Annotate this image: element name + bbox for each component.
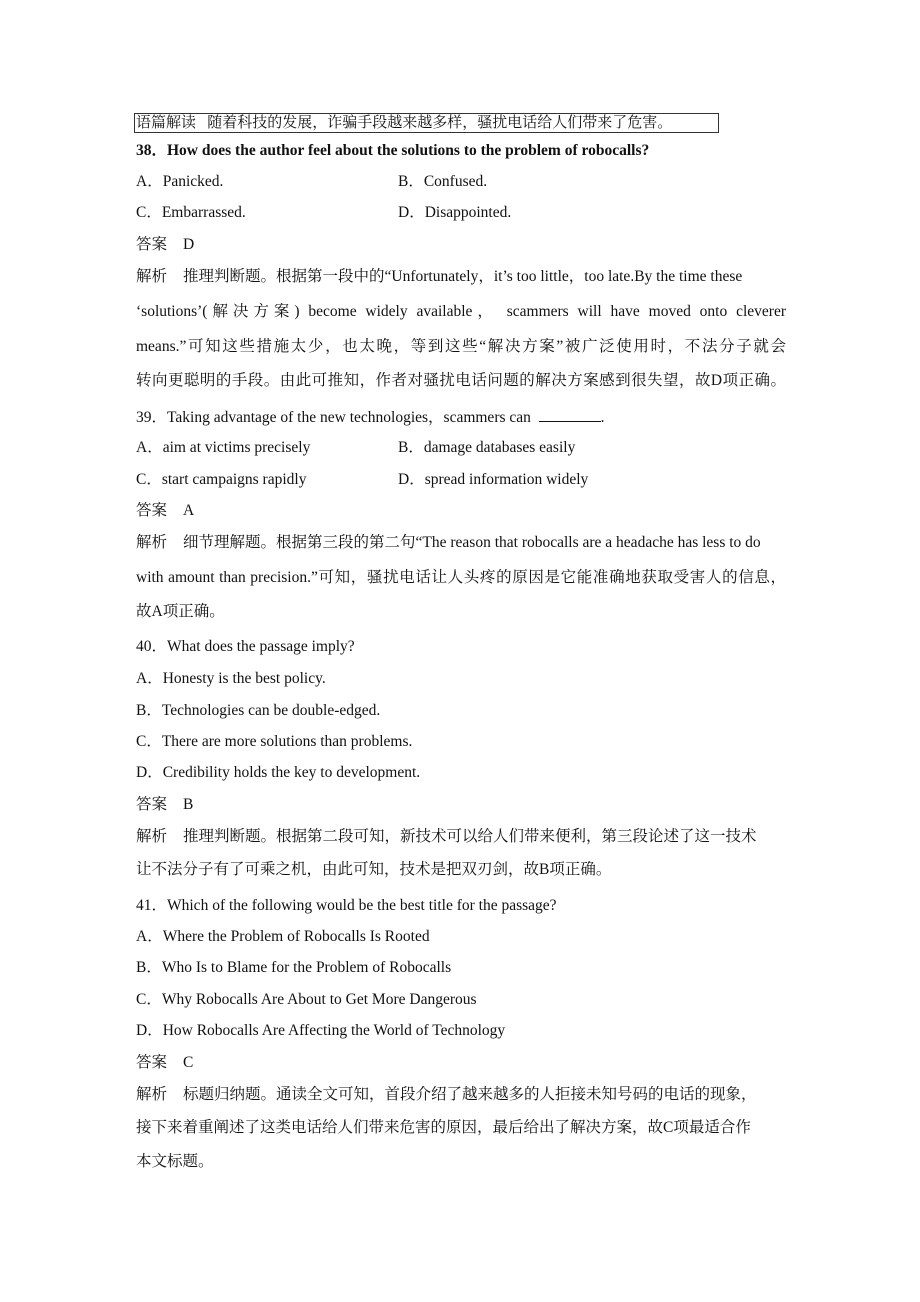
question-38-stem: 38．How does the author feel about the solutions to the problem of robocalls? bbox=[136, 142, 650, 159]
answer-blank bbox=[539, 407, 601, 422]
stem-end: . bbox=[600, 409, 605, 426]
answer-label: 答案 bbox=[136, 1054, 168, 1071]
analysis-text: 推理判断题。根据第一段中的“Unfortunately，it’s too little，too late.By the time these bbox=[183, 268, 743, 285]
question-40-stem: 40．What does the passage imply? bbox=[136, 638, 355, 655]
q41-answer bbox=[136, 1053, 193, 1073]
q41-option-d: D．How Robocalls Are Affecting the World of Technology bbox=[136, 1022, 506, 1039]
passage-summary-box bbox=[134, 113, 719, 133]
q38-answer bbox=[136, 235, 194, 255]
q38-option-b: B．Confused. bbox=[398, 173, 488, 190]
answer-label: 答案 bbox=[136, 236, 168, 253]
q38-analysis-line-2: ‘solutions’(解决方案) become widely available， scammers will have moved onto cleverer bbox=[136, 303, 786, 320]
answer-value: D bbox=[183, 236, 195, 253]
q40-analysis-line-1 bbox=[136, 827, 757, 847]
q41-analysis-line-2: 接下来着重阐述了这类电话给人们带来危害的原因，最后给出了解决方案，故C项最适合作 bbox=[136, 1119, 751, 1136]
q40-option-d: D．Credibility holds the key to development. bbox=[136, 764, 421, 781]
q39-analysis-line-2: with amount than precision.”可知，骚扰电话让人头疼的原因是它能准确地获取受害人的信息， bbox=[136, 569, 786, 586]
q41-analysis-line-3: 本文标题。 bbox=[136, 1153, 214, 1170]
q41-analysis-line-1 bbox=[136, 1085, 757, 1105]
q38-analysis-line-1 bbox=[136, 267, 742, 287]
q39-option-b: B．damage databases easily bbox=[398, 439, 576, 456]
q38-option-c: C．Embarrassed. bbox=[136, 204, 246, 221]
answer-label: 答案 bbox=[136, 796, 168, 813]
analysis-label: 解析 bbox=[136, 268, 168, 285]
analysis-label: 解析 bbox=[136, 534, 168, 551]
q41-option-c: C．Why Robocalls Are About to Get More Dangerous bbox=[136, 991, 477, 1008]
q39-answer bbox=[136, 501, 194, 521]
question-39-stem bbox=[136, 407, 605, 428]
answer-value: C bbox=[183, 1054, 194, 1071]
q40-option-b: B．Technologies can be double-edged. bbox=[136, 702, 381, 719]
analysis-label: 解析 bbox=[136, 828, 168, 845]
q38-analysis-line-3: means.”可知这些措施太少，也太晚，等到这些“解决方案”被广泛使用时，不法分子就会 bbox=[136, 338, 786, 355]
question-41-stem: 41．Which of the following would be the best title for the passage? bbox=[136, 897, 557, 914]
q39-analysis-line-3: 故A项正确。 bbox=[136, 603, 225, 620]
q40-option-a: A．Honesty is the best policy. bbox=[136, 670, 326, 687]
q40-answer bbox=[136, 795, 193, 815]
q41-option-b: B．Who Is to Blame for the Problem of Robocalls bbox=[136, 959, 452, 976]
q39-option-d: D．spread information widely bbox=[398, 471, 589, 488]
q38-analysis-line-4: 转向更聪明的手段。由此可推知，作者对骚扰电话问题的解决方案感到很失望，故D项正确。 bbox=[136, 372, 786, 389]
analysis-text: 细节理解题。根据第三段的第二句“The reason that robocalls are a headache has less to do bbox=[183, 534, 761, 551]
summary-text: 随着科技的发展，诈骗手段越来越多样，骚扰电话给人们带来了危害。 bbox=[207, 115, 673, 131]
q38-option-d: D．Disappointed. bbox=[398, 204, 512, 221]
analysis-text: 推理判断题。根据第二段可知，新技术可以给人们带来便利，第三段论述了这一技术 bbox=[183, 828, 757, 845]
answer-value: A bbox=[183, 502, 195, 519]
q40-option-c: C．There are more solutions than problems. bbox=[136, 733, 413, 750]
analysis-text: 标题归纳题。通读全文可知，首段介绍了越来越多的人拒接未知号码的电话的现象， bbox=[183, 1086, 757, 1103]
q39-option-c: C．start campaigns rapidly bbox=[136, 471, 307, 488]
q41-option-a: A．Where the Problem of Robocalls Is Rooted bbox=[136, 928, 430, 945]
answer-label: 答案 bbox=[136, 502, 168, 519]
stem-text: 39．Taking advantage of the new technologies，scammers can bbox=[136, 409, 531, 426]
analysis-label: 解析 bbox=[136, 1086, 168, 1103]
q39-option-a: A．aim at victims precisely bbox=[136, 439, 311, 456]
q38-option-a: A．Panicked. bbox=[136, 173, 224, 190]
answer-value: B bbox=[183, 796, 194, 813]
q39-analysis-line-1 bbox=[136, 533, 761, 553]
summary-label: 语篇解读 bbox=[136, 115, 197, 131]
q40-analysis-line-2: 让不法分子有了可乘之机，由此可知，技术是把双刃剑，故B项正确。 bbox=[136, 861, 612, 878]
